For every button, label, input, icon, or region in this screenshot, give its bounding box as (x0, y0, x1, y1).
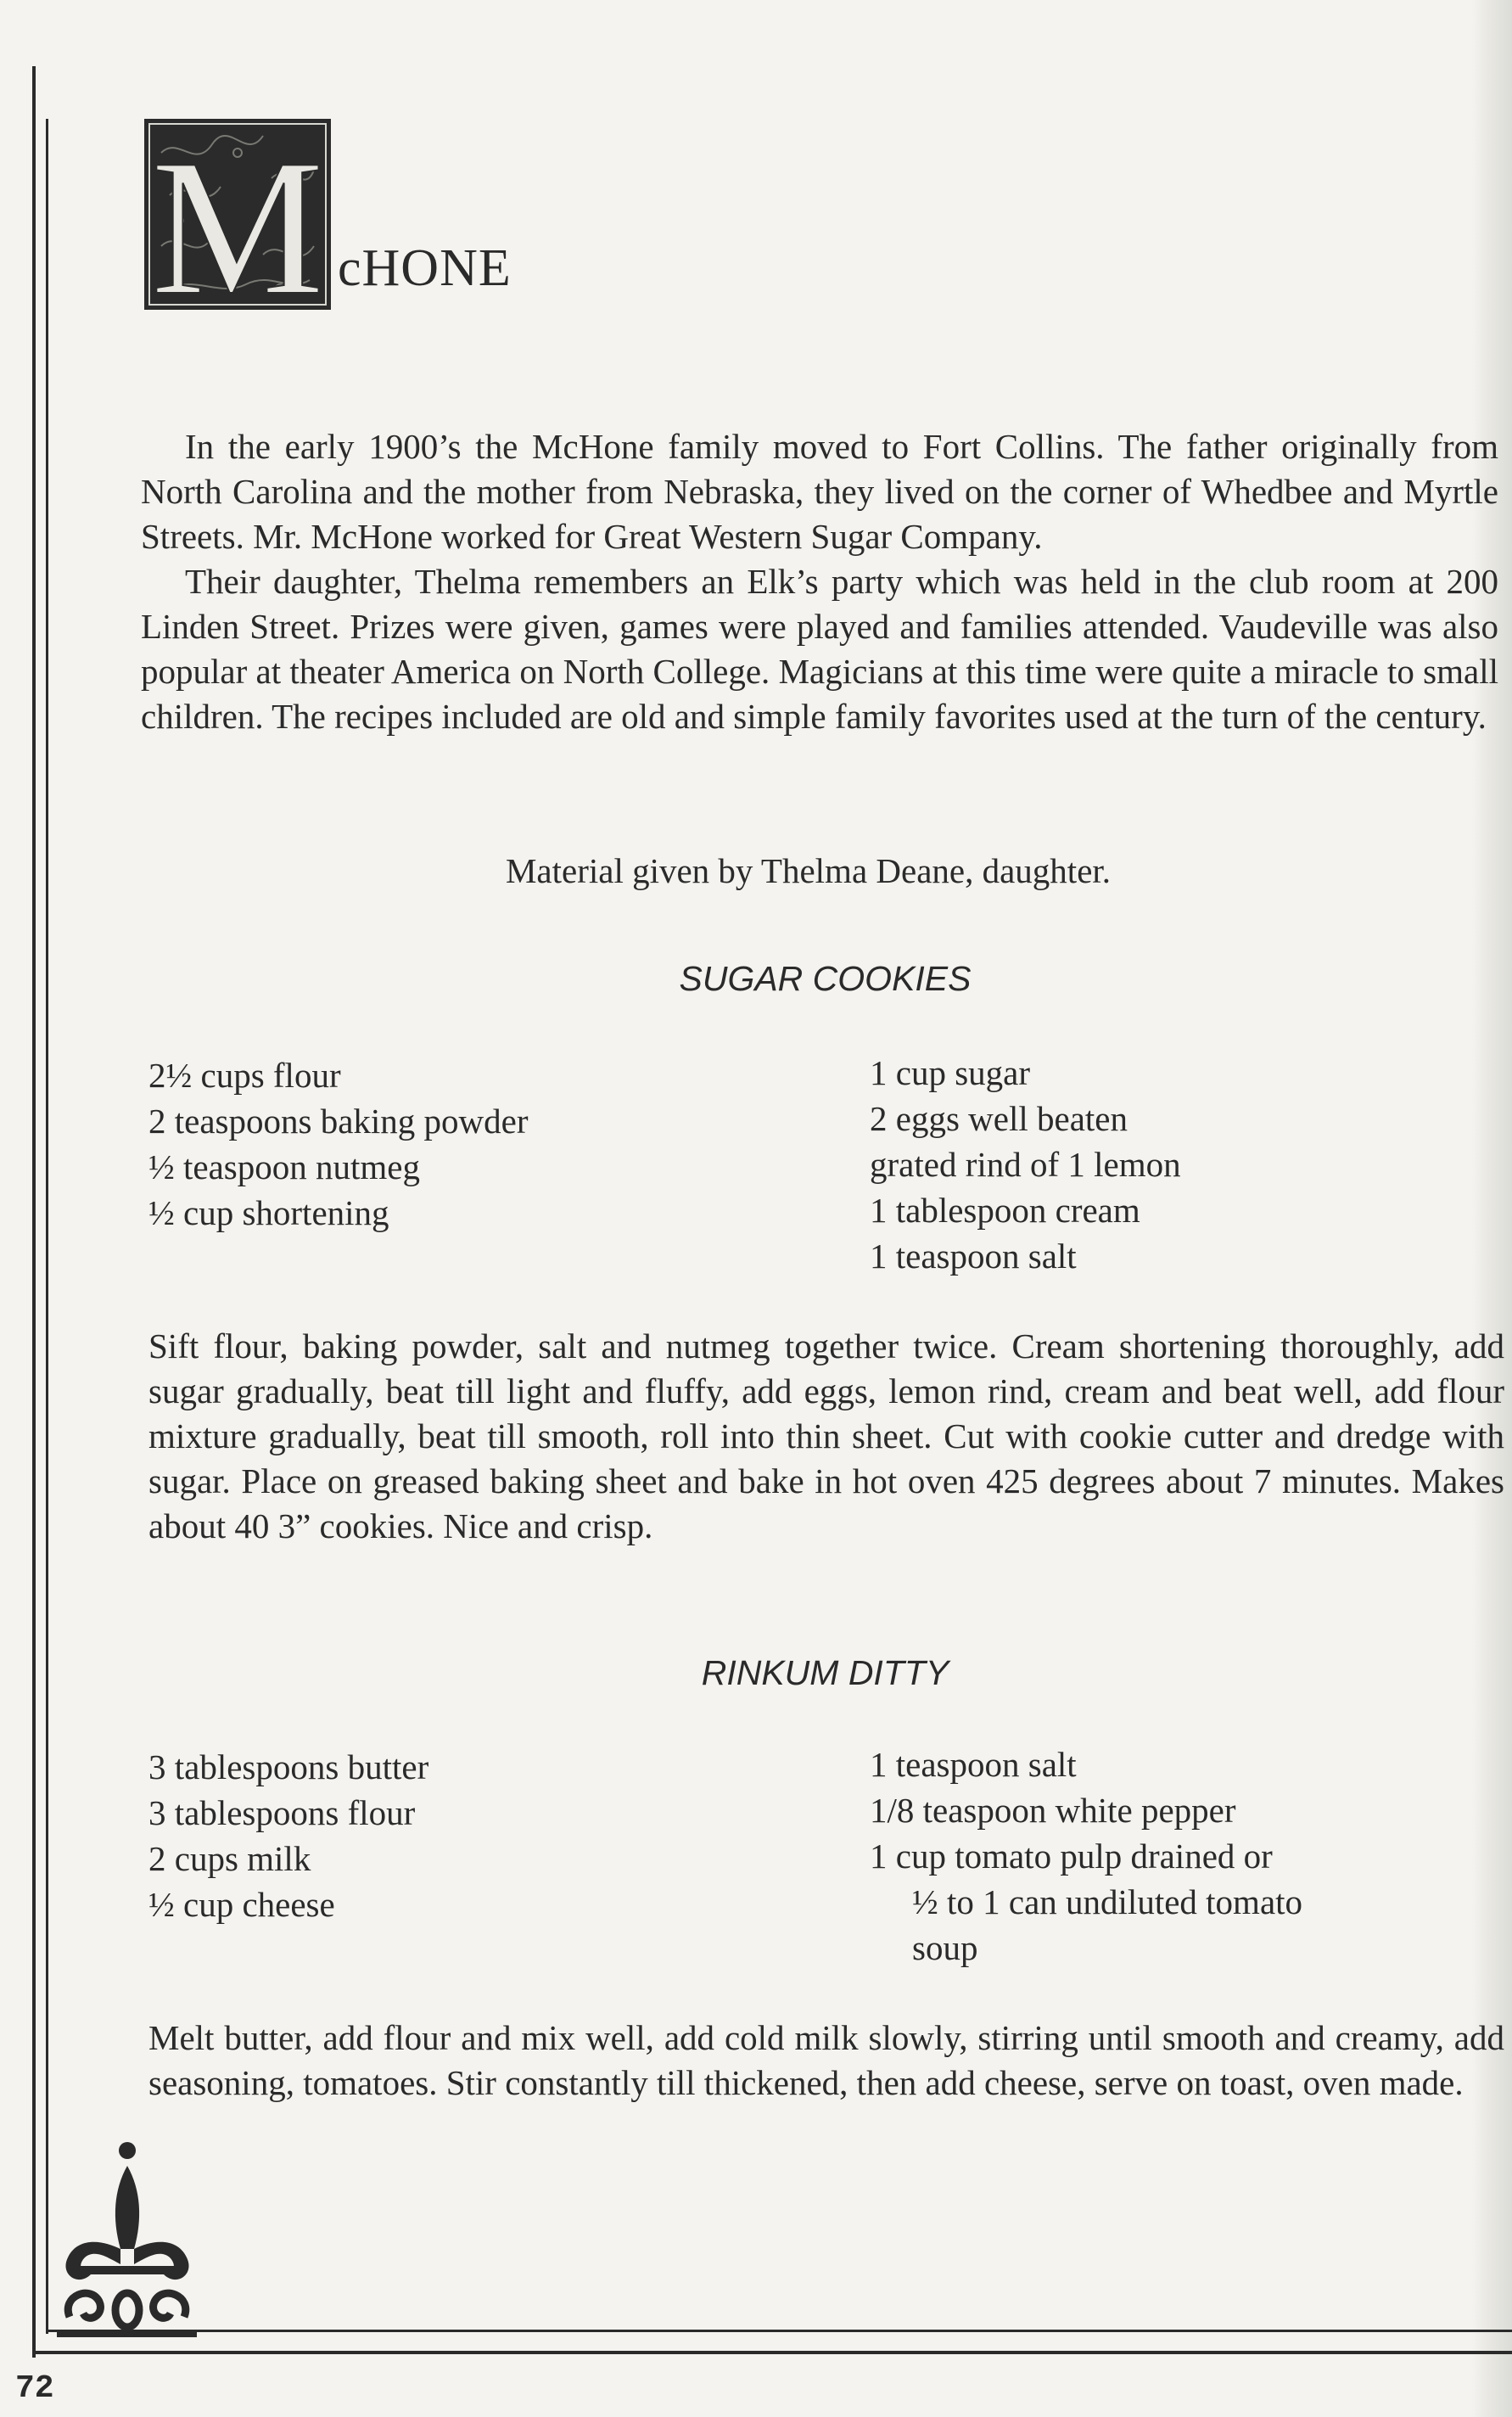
ingredient: 3 tablespoons flour (148, 1793, 416, 1832)
border-line-inner-horizontal (46, 2330, 1512, 2332)
ingredient-list-left (148, 1744, 428, 1927)
border-line-outer-horizontal (32, 2351, 1512, 2354)
ingredient: 3 tablespoons butter (148, 1747, 429, 1786)
ingredient-list-left (148, 1052, 529, 1236)
ingredient: ½ to 1 can undiluted tomato (912, 1882, 1303, 1921)
ingredient-list-right (870, 1741, 1302, 1971)
ingredient: 2½ cups flour (148, 1056, 341, 1095)
ingredient: 2 teaspoons baking powder (148, 1102, 529, 1141)
border-line-inner-vertical (46, 119, 48, 2334)
recipe-method: Sift flour, baking powder, salt and nutmeg together twice. Cream shortening thoroughly, add sugar gradually, beat till light and fluffy, add eggs, lemon rind, cream and beat well, add flour mixture gradually, beat till smooth, roll into thin sheet. Cut with cookie cutter and dredge with sugar. Place on greased baking sheet and bake in hot oven 425 degrees about 7 minutes. Makes about 40 3” cookies. Nice and crisp. (148, 1326, 1504, 1545)
ingredient: 2 cups milk (148, 1839, 311, 1878)
border-line-outer-vertical (32, 66, 36, 2358)
ingredient: 1 teaspoon salt (870, 1237, 1077, 1276)
page-number: 72 (15, 2370, 54, 2407)
ingredient: 2 eggs well beaten (870, 1099, 1128, 1138)
recipe-title: RINKUM DITTY (701, 1653, 949, 1692)
ingredient: 1/8 teaspoon white pepper (870, 1791, 1236, 1830)
ingredient: ½ teaspoon nutmeg (148, 1147, 420, 1186)
heading-rest: cHONE (338, 239, 512, 297)
decorative-initial (144, 119, 331, 310)
ingredient: ½ cup shortening (148, 1193, 389, 1232)
ingredient: 1 tablespoon cream (870, 1191, 1140, 1230)
ingredient: ½ cup cheese (148, 1885, 335, 1924)
recipe-title: SUGAR COOKIES (679, 959, 972, 998)
fleur-de-lis-icon (53, 2139, 201, 2342)
ingredient: 1 cup tomato pulp drained or (870, 1837, 1273, 1876)
intro-text (141, 424, 1498, 739)
ingredient-list-right (870, 1050, 1181, 1279)
intro-paragraph-2: Their daughter, Thelma remembers an Elk’s party which was held in the club room at 200 Linden Street. Prizes were given, games were played and families attended. Vaudeville was also popular at theater America on North College. Magicians at this time were quite a miracle to small children. The recipes included are old and simple family favorites used at the turn of the century. (141, 562, 1498, 736)
ingredient: grated rind of 1 lemon (870, 1145, 1181, 1184)
ingredient: soup (912, 1928, 978, 1967)
recipe-method: Melt butter, add flour and mix well, add cold milk slowly, stirring until smooth and creamy, add seasoning, tomatoes. Stir constantly till thickened, then add cheese, serve on toast, oven made. (148, 2018, 1504, 2102)
ingredient: 1 cup sugar (870, 1053, 1031, 1092)
intro-paragraph-1: In the early 1900’s the McHone family moved to Fort Collins. The father originally from North Carolina and the mother from Nebraska, they lived on the corner of Whedbee and Myrtle Streets. Mr. McHone worked for Great Western Sugar Company. (141, 427, 1498, 556)
credit-line: Material given by Thelma Deane, daughter. (505, 851, 1112, 890)
ingredient: 1 teaspoon salt (870, 1745, 1077, 1784)
initial-letter: M (150, 119, 325, 310)
